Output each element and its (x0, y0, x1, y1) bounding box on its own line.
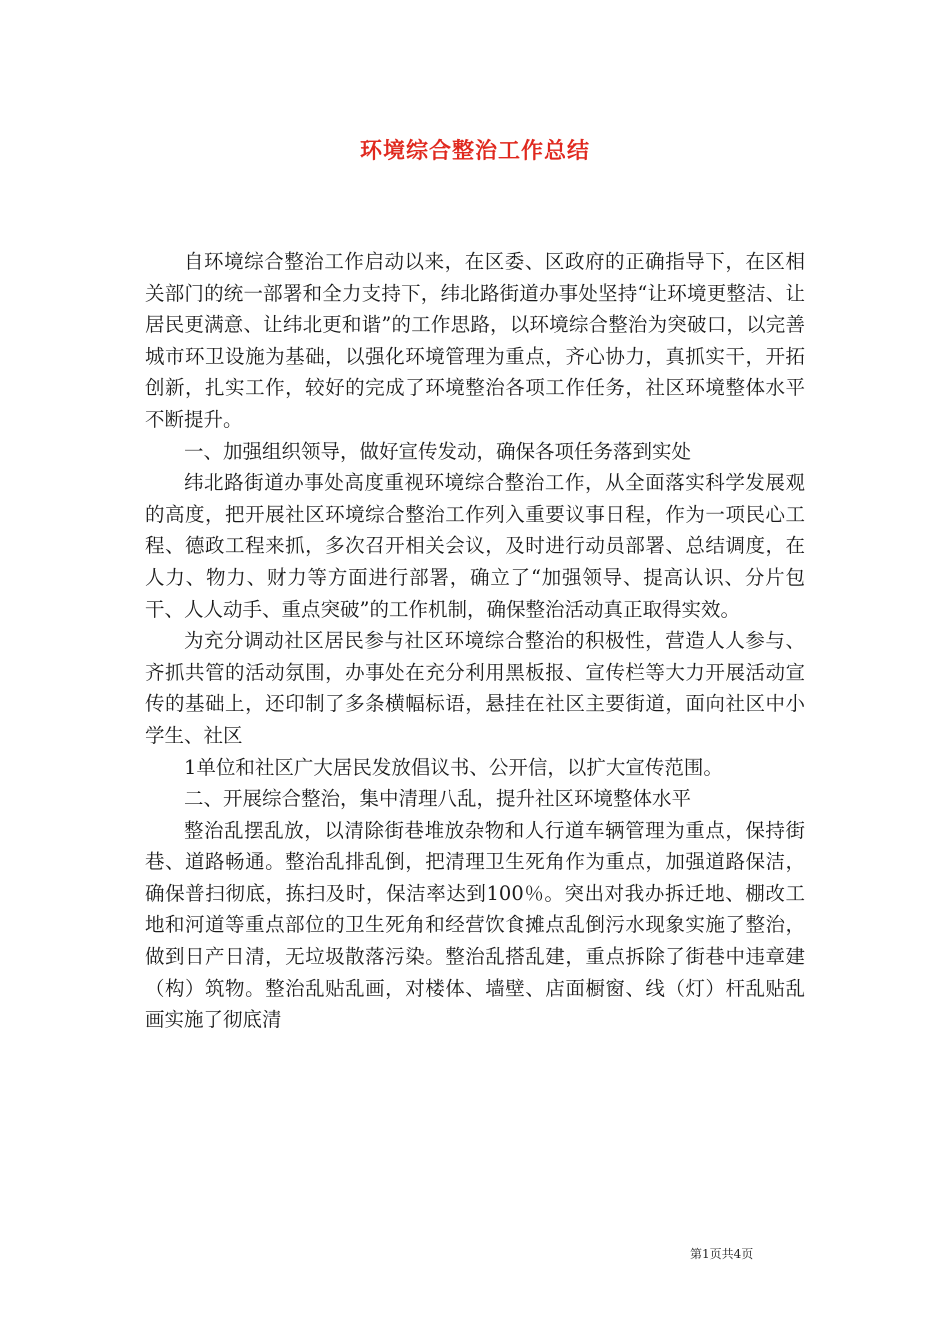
paragraph-rectification: 整治乱摆乱放，以清除街巷堆放杂物和人行道车辆管理为重点，保持街巷、道路畅通。整治乱排乱倒，把清理卫生死角作为重点，加强道路保洁，确保普扫彻底，拣扫及时，保洁率达到100％。突出对我办拆迁地、棚改工地和河道等重点部位的卫生死角和经营饮食摊点乱倒污水现象实施了整治，做到日产日清，无垃圾散落污染。整治乱搭乱建，重点拆除了街巷中违章建（构）筑物。整治乱贴乱画，对楼体、墙壁、店面橱窗、线（灯）杆乱贴乱画实施了彻底清 (145, 818, 805, 1032)
paragraph-intro: 自环境综合整治工作启动以来，在区委、区政府的正确指导下，在区相关部门的统一部署和全力支持下，纬北路街道办事处坚持“让环境更整洁、让居民更满意、让纬北更和谐”的工作思路，以环境综合整治为突破口，以完善城市环卫设施为基础，以强化环境管理为重点，齐心协力，真抓实干，开拓创新，扎实工作，较好的完成了环境整治各项工作任务，社区环境整体水平不断提升。 (145, 250, 805, 431)
paragraph-publicity-cont: 1单位和社区广大居民发放倡议书、公开信，以扩大宣传范围。 (184, 755, 723, 779)
paragraph-organization: 纬北路街道办事处高度重视环境综合整治工作，从全面落实科学发展观的高度，把开展社区环境综合整治工作列入重要议事日程，作为一项民心工程、德政工程来抓，多次召开相关会议，及时进行动员部署、总结调度，在人力、物力、财力等方面进行部署，确立了“加强领导、提高认识、分片包干、人人动手、重点突破”的工作机制，确保整治活动真正取得实效。 (145, 471, 805, 621)
page-footer: 第1页共4页 (690, 1247, 754, 1261)
document-title: 环境综合整治工作总结 (359, 138, 590, 164)
section-heading-1: 一、加强组织领导，做好宣传发动，确保各项任务落到实处 (184, 439, 692, 463)
section-heading-2: 二、开展综合整治，集中清理八乱，提升社区环境整体水平 (184, 787, 692, 811)
paragraph-publicity: 为充分调动社区居民参与社区环境综合整治的积极性，营造人人参与、齐抓共管的活动氛围，办事处在充分利用黑板报、宣传栏等大力开展活动宣传的基础上，还印制了多条横幅标语，悬挂在社区主要街道，面向社区中小学生、社区 (145, 629, 805, 747)
document-body (145, 246, 805, 1036)
